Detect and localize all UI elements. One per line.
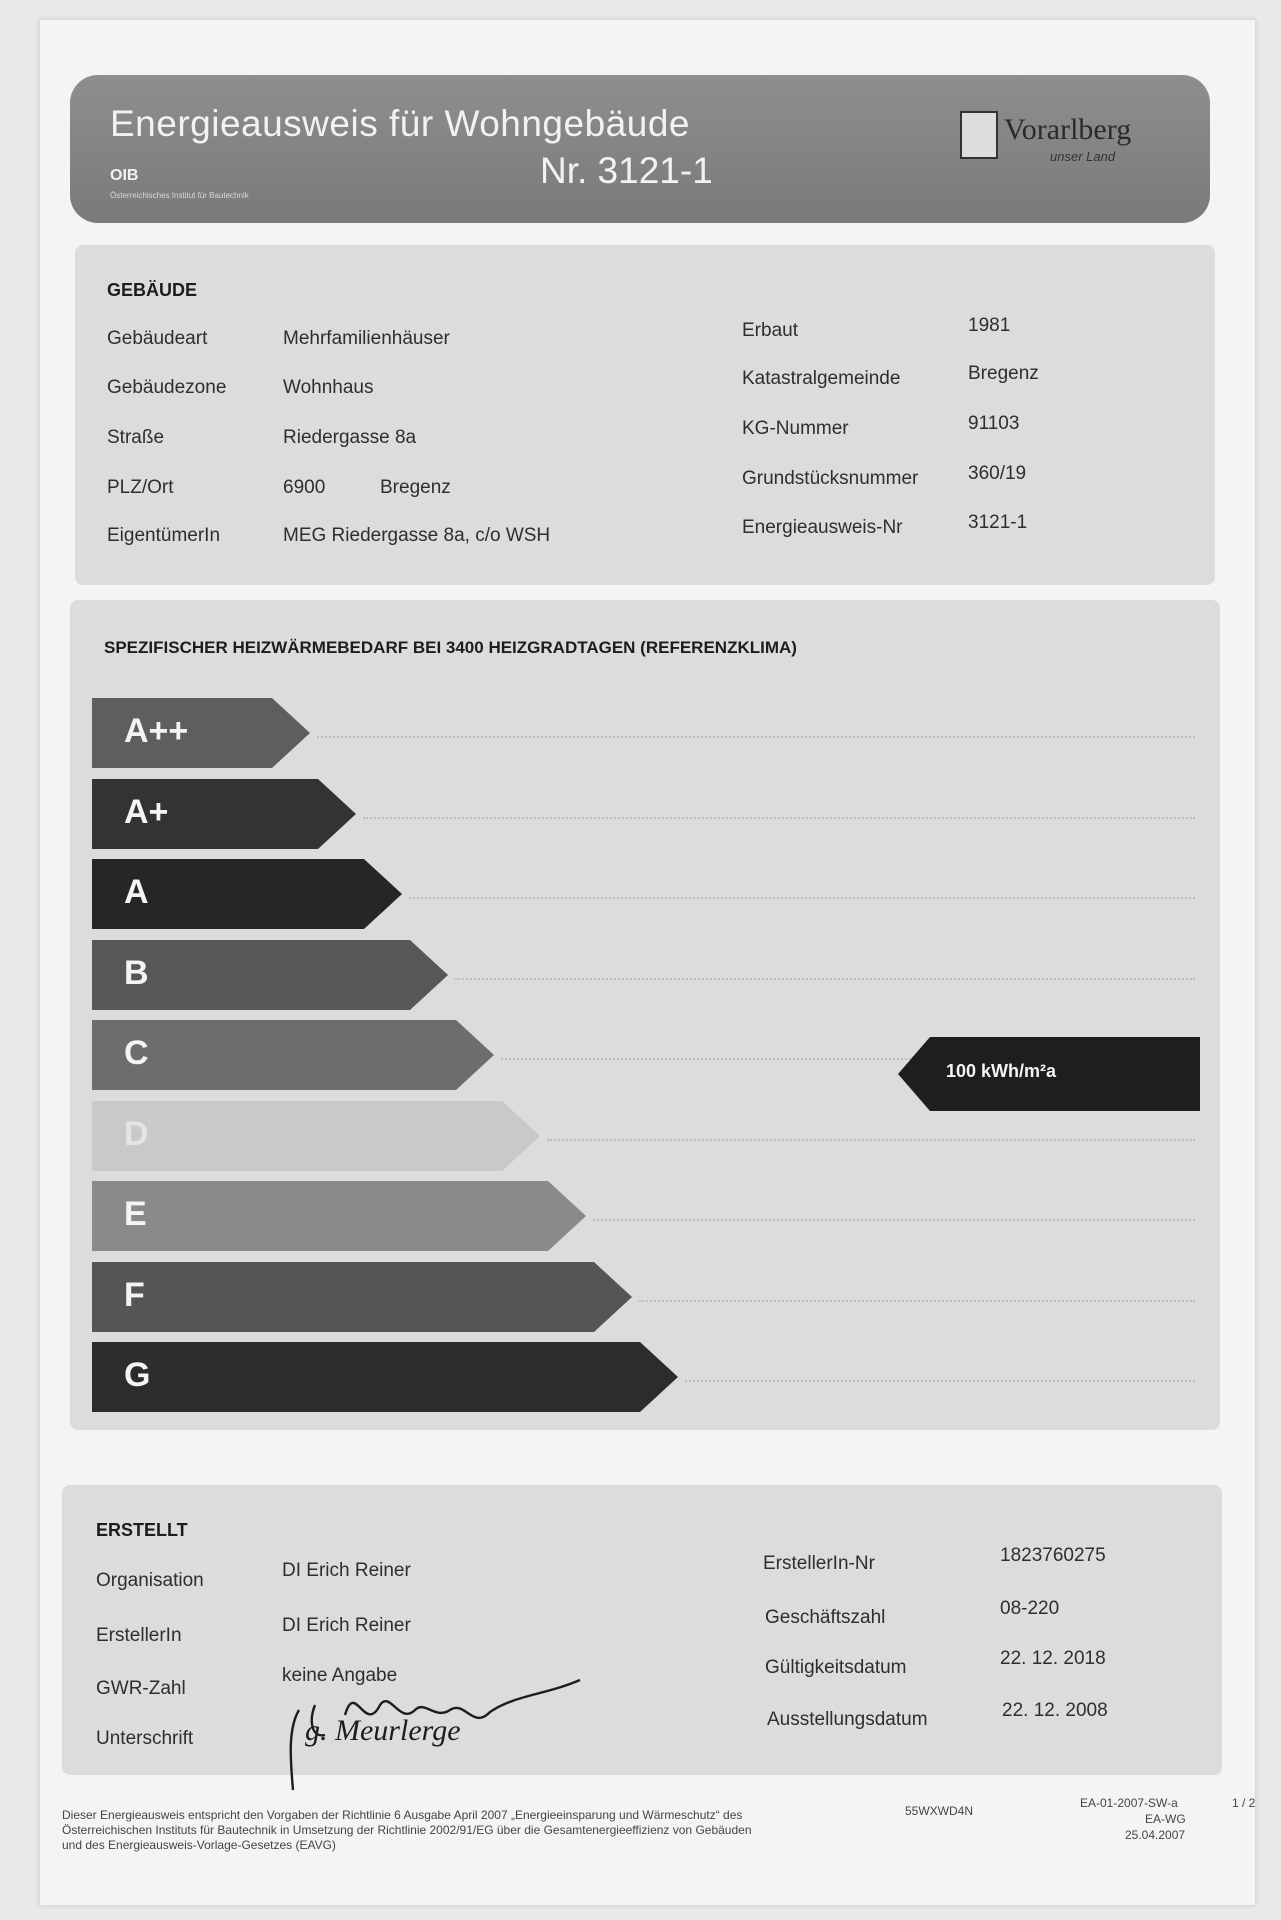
building-label: KG-Nummer	[742, 418, 849, 439]
building-value: 360/19	[968, 463, 1027, 484]
brand-name: Vorarlberg	[1004, 113, 1132, 146]
energy-class-b	[92, 940, 450, 1010]
building-value: 1981	[968, 315, 1011, 336]
energy-class-label: A	[124, 873, 149, 911]
building-label: Gebäudezone	[107, 377, 227, 398]
page-number: 1 / 2	[1232, 1796, 1256, 1810]
building-panel	[75, 245, 1215, 585]
scale-guide-line	[639, 1300, 1195, 1302]
building-value: 3121-1	[968, 512, 1028, 533]
building-value: Riedergasse 8a	[283, 427, 417, 448]
legal-footnote: Dieser Energieausweis entspricht den Vorgaben der Richtlinie 6 Ausgabe April 2007 „Energieeinsparung und Wärmeschutz“ des Österreichischen Instituts für Bautechnik in Umsetzung der Richtlinie 2002/91/EG über die Gesamtenergieeffizienz von Gebäuden und des Energieausweis-Vorlage-Gesetzes (EAVG)	[62, 1808, 752, 1852]
scale-guide-line	[593, 1219, 1195, 1221]
energy-class-f	[92, 1262, 634, 1332]
city: Bregenz	[380, 477, 451, 498]
energy-class-label: A+	[124, 792, 169, 831]
building-section-title: GEBÄUDE	[107, 280, 198, 300]
energy-class-label: G	[124, 1356, 151, 1394]
oib-subtitle: Österreichisches Institut für Bautechnik	[110, 191, 249, 200]
energy-class-e	[92, 1181, 588, 1251]
energy-class-aplusplus	[92, 698, 312, 768]
scale-guide-line	[547, 1139, 1195, 1141]
building-label: Grundstücksnummer	[742, 468, 919, 489]
created-label: Organisation	[96, 1570, 204, 1591]
created-value: 22. 12. 2008	[1002, 1700, 1108, 1721]
energy-class-a	[92, 859, 404, 929]
certificate-number: Nr. 3121-1	[540, 150, 713, 191]
created-label: ErstellerIn-Nr	[763, 1553, 875, 1574]
energy-class-arrow	[92, 1342, 680, 1412]
created-label: Unterschrift	[96, 1728, 194, 1749]
brand-tagline: unser Land	[1050, 149, 1116, 164]
building-value: MEG Riedergasse 8a, c/o WSH	[283, 525, 551, 546]
result-indicator	[898, 1037, 1200, 1111]
created-label: Ausstellungsdatum	[767, 1709, 928, 1730]
created-value: DI Erich Reiner	[282, 1615, 411, 1636]
document-title: Energieausweis für Wohngebäude	[110, 103, 690, 144]
energy-class-label: F	[124, 1275, 145, 1314]
energy-class-arrow	[92, 1020, 496, 1090]
created-value: keine Angabe	[282, 1665, 398, 1686]
postal-code: 6900	[283, 477, 326, 498]
result-value: 100 kWh/m²a	[946, 1061, 1057, 1081]
scale-guide-line	[685, 1380, 1195, 1382]
energy-class-arrow	[92, 1262, 634, 1332]
building-label: PLZ/Ort	[107, 477, 174, 498]
signature-drawing	[285, 1660, 585, 1800]
coat-of-arms-icon	[960, 111, 998, 159]
form-type: EA-WG	[1145, 1812, 1186, 1826]
scale-guide-line	[317, 736, 1195, 738]
building-value: 91103	[968, 413, 1020, 434]
energy-class-c	[92, 1020, 496, 1090]
signature	[285, 1660, 585, 1800]
certificate-header	[70, 75, 1210, 223]
created-value: DI Erich Reiner	[282, 1560, 411, 1581]
vorarlberg-logo	[960, 97, 1180, 177]
scale-guide-line	[409, 897, 1195, 899]
energy-class-label: B	[124, 953, 149, 992]
created-panel	[62, 1485, 1222, 1775]
oib-logo: OIB	[110, 167, 139, 184]
energy-class-arrow	[92, 1101, 542, 1171]
energy-class-label: C	[124, 1034, 149, 1072]
building-label: Energieausweis-Nr	[742, 517, 903, 538]
building-value: Mehrfamilienhäuser	[283, 328, 450, 349]
form-id: EA-01-2007-SW-a	[1080, 1796, 1178, 1810]
created-value: 08-220	[1000, 1598, 1060, 1619]
building-value: Bregenz	[968, 363, 1039, 384]
energy-class-label: A++	[124, 712, 189, 750]
energy-class-label: E	[124, 1195, 147, 1233]
created-value: 1823760275	[1000, 1545, 1106, 1566]
energy-section-title: SPEZIFISCHER HEIZWÄRMEBEDARF BEI 3400 HEIZGRADTAGEN (REFERENZKLIMA)	[104, 638, 797, 657]
energy-class-g	[92, 1342, 680, 1412]
building-label: Katastralgemeinde	[742, 368, 901, 389]
scale-guide-line	[363, 817, 1195, 819]
building-label: Gebäudeart	[107, 328, 208, 349]
energy-class-arrow	[92, 1181, 588, 1251]
created-label: ErstellerIn	[96, 1625, 182, 1646]
created-label: Gültigkeitsdatum	[765, 1657, 907, 1678]
building-value: Wohnhaus	[283, 377, 374, 398]
energy-class-label: D	[124, 1114, 149, 1153]
energy-class-d	[92, 1101, 542, 1171]
form-date: 25.04.2007	[1125, 1828, 1186, 1842]
created-label: Geschäftszahl	[765, 1607, 886, 1628]
building-label: Erbaut	[742, 320, 798, 341]
signature-text: g. Meurlerge	[305, 1714, 461, 1747]
created-value: 22. 12. 2018	[1000, 1648, 1106, 1669]
building-label: EigentümerIn	[107, 525, 221, 546]
energy-class-aplus	[92, 779, 358, 849]
scale-guide-line	[455, 978, 1195, 980]
building-label: Straße	[107, 427, 165, 448]
created-section-title: ERSTELLT	[96, 1520, 188, 1540]
created-label: GWR-Zahl	[96, 1678, 186, 1699]
document-code: 55WXWD4N	[905, 1804, 974, 1818]
